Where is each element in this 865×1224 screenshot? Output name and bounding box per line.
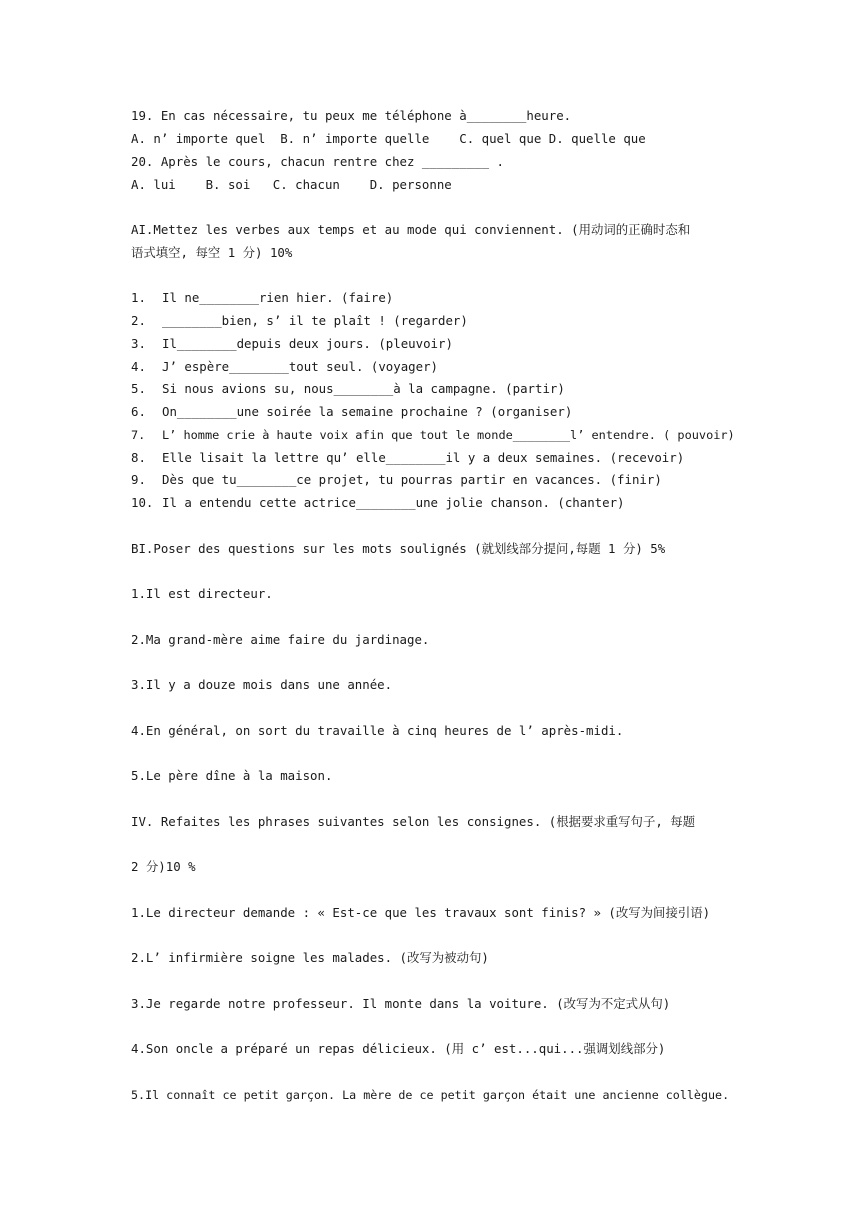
question-item-1: 1.Il est directeur.	[131, 586, 273, 601]
question-item-3: 3.Il y a douze mois dans une année.	[131, 677, 393, 692]
item-number: 1.	[131, 290, 146, 305]
rewrite-item-5: 5.Il connaît ce petit garçon. La mère de ce petit garçon était une ancienne collègue.	[131, 1088, 730, 1102]
item-number: 10.	[131, 495, 154, 510]
item-number: 2.	[131, 313, 146, 328]
section-iv-title-2: 2 分)10 %	[131, 859, 196, 874]
item-number: 7.	[131, 428, 146, 442]
item-text: Il a entendu cette actrice________une jolie chanson. (chanter)	[162, 495, 625, 510]
conjugation-item-8	[131, 450, 684, 466]
item-text: ________bien, s’ il te plaît ! (regarder)	[162, 313, 468, 328]
question-19-options: A. n’ importe quel B. n’ importe quelle C. quel que D. quelle que	[131, 131, 646, 146]
item-text: L’ homme crie à haute voix afin que tout le monde________l’ entendre. ( pouvoir)	[162, 428, 735, 442]
question-item-4: 4.En général, on sort du travaille à cinq heures de l’ après-midi.	[131, 723, 624, 738]
conjugation-item-10	[131, 495, 625, 511]
item-text: Si nous avions su, nous________à la campagne. (partir)	[162, 381, 565, 396]
item-number: 6.	[131, 404, 146, 419]
item-text: Il________depuis deux jours. (pleuvoir)	[162, 336, 453, 351]
item-number: 9.	[131, 472, 146, 487]
item-number: 5.	[131, 381, 146, 396]
question-20-options: A. lui B. soi C. chacun D. personne	[131, 177, 452, 192]
section-ai-title-2: 语式填空, 每空 1 分) 10%	[131, 245, 293, 260]
conjugation-item-6	[131, 404, 572, 420]
question-20: 20. Après le cours, chacun rentre chez _________ .	[131, 154, 504, 169]
conjugation-item-5	[131, 381, 565, 397]
conjugation-item-9	[131, 472, 662, 488]
item-text: Elle lisait la lettre qu’ elle________il y a deux semaines. (recevoir)	[162, 450, 685, 465]
conjugation-item-7	[131, 427, 735, 443]
section-bi-title: BI.Poser des questions sur les mots soulignés (就划线部分提问,每题 1 分) 5%	[131, 541, 666, 556]
item-text: Dès que tu________ce projet, tu pourras partir en vacances. (finir)	[162, 472, 662, 487]
item-number: 4.	[131, 359, 146, 374]
section-ai-title-1: AI.Mettez les verbes aux temps et au mode qui conviennent. (用动词的正确时态和	[131, 222, 691, 237]
question-item-2: 2.Ma grand-mère aime faire du jardinage.	[131, 632, 430, 647]
item-number: 8.	[131, 450, 146, 465]
question-item-5: 5.Le père dîne à la maison.	[131, 768, 333, 783]
rewrite-item-4: 4.Son oncle a préparé un repas délicieux. (用 c’ est...qui...强调划线部分)	[131, 1041, 666, 1056]
item-text: On________une soirée la semaine prochaine ? (organiser)	[162, 404, 573, 419]
rewrite-item-3: 3.Je regarde notre professeur. Il monte dans la voiture. (改写为不定式从句)	[131, 996, 671, 1011]
conjugation-item-2	[131, 313, 468, 329]
rewrite-item-2: 2.L’ infirmière soigne les malades. (改写为被动句)	[131, 950, 489, 965]
section-iv-title-1: IV. Refaites les phrases suivantes selon les consignes. (根据要求重写句子, 每题	[131, 814, 696, 829]
question-19: 19. En cas nécessaire, tu peux me téléphone à________heure.	[131, 108, 572, 123]
conjugation-item-3	[131, 336, 453, 352]
conjugation-item-4	[131, 359, 438, 375]
rewrite-item-1: 1.Le directeur demande : « Est-ce que les travaux sont finis? » (改写为间接引语)	[131, 905, 711, 920]
item-number: 3.	[131, 336, 146, 351]
item-text: J’ espère________tout seul. (voyager)	[162, 359, 439, 374]
item-text: Il ne________rien hier. (faire)	[162, 290, 394, 305]
conjugation-item-1	[131, 290, 393, 306]
